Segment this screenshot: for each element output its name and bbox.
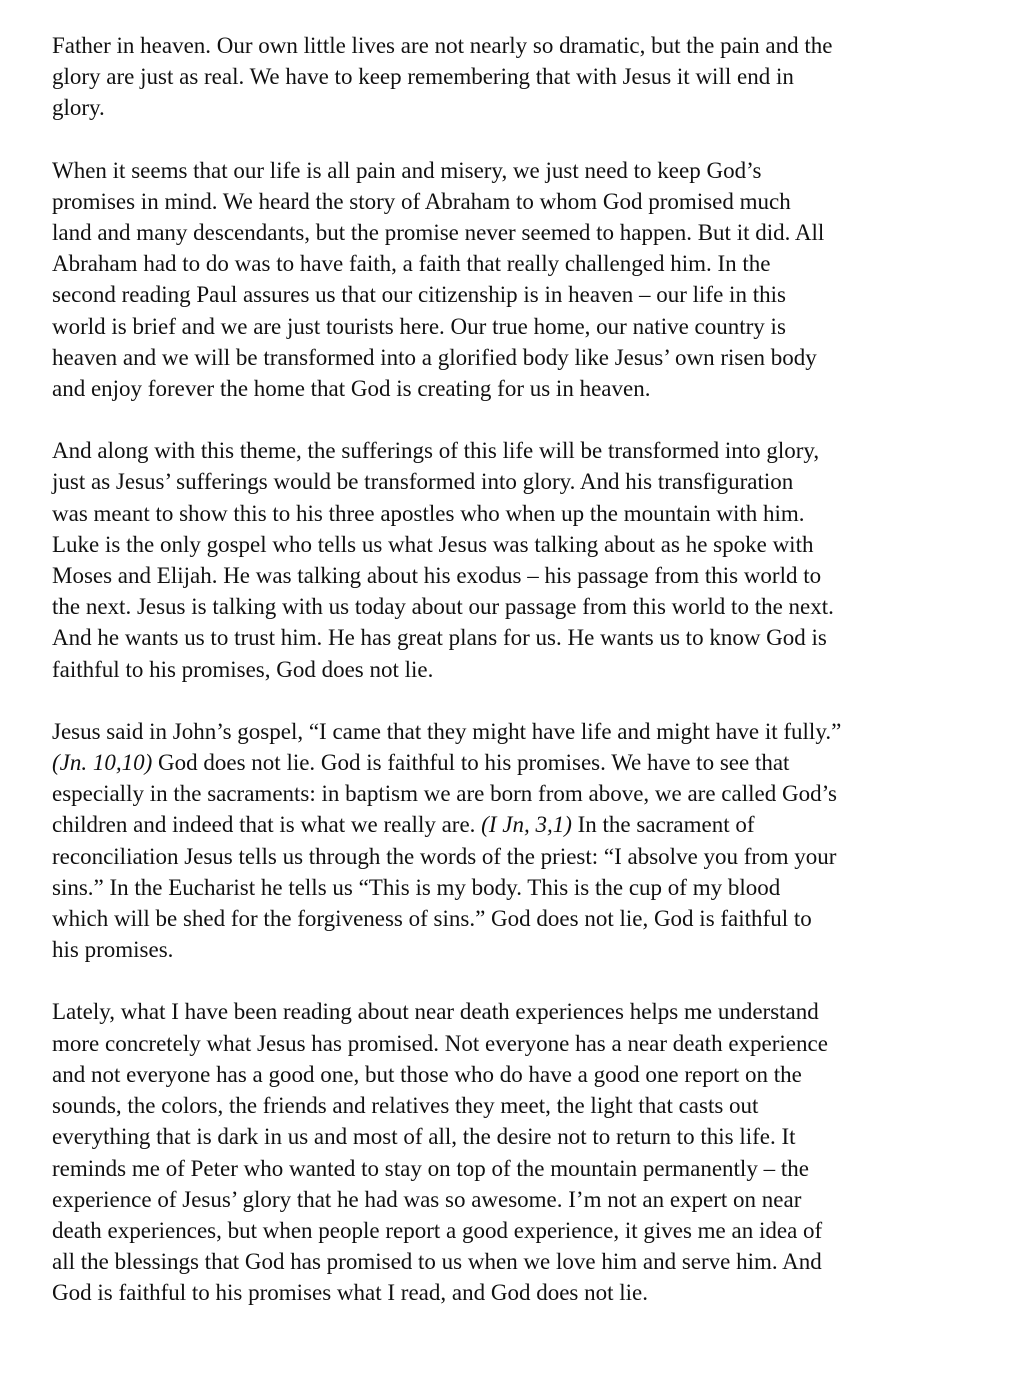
- document-body: [52, 30, 1010, 1340]
- paragraph-4: [52, 716, 1010, 966]
- paragraph-5: Lately, what I have been reading about near death experiences helps me understand more concretely what Jesus has promised. Not everyone has a near death experience and not everyone has a good one, but those who do have a good one report on the sounds, the colors, the friends and relatives they meet, the light that casts out everything that is dark in us and most of all, the desire not to return to this life. It reminds me of Peter who wanted to stay on top of the mountain permanently – the experience of Jesus’ glory that he had was so awesome. I’m not an expert on near death experiences, but when people report a good experience, it gives me an idea of all the blessings that God has promised to us when we love him and serve him. And God is faithful to his promises what I read, and God does not lie.: [52, 999, 828, 1306]
- paragraph-4-text-c: In the sacrament of reconciliation Jesus tells us through the words of the priest: “I absolve you from your sins.” In the Eucharist he tells us “This is my body. This is the cup of my blood which will be shed for the forgiveness of sins.” God does not lie, God is faithful to his promises.: [52, 812, 837, 963]
- scripture-citation-1-john: (I Jn, 3,1): [481, 812, 572, 838]
- paragraph-4-text-a: Jesus said in John’s gospel, “I came that they might have life and might have it fully.”: [52, 718, 842, 744]
- paragraph-3: And along with this theme, the sufferings of this life will be transformed into glory, just as Jesus’ sufferings would be transformed into glory. And his transfiguration was meant to show this to his three apostles who when up the mountain with him. Luke is the only gospel who tells us what Jesus was talking about as he spoke with Moses and Elijah. He was talking about his exodus – his passage from this world to the next. Jesus is talking with us today about our passage from this world to the next. And he wants us to trust him. He has great plans for us. He wants us to know God is faithful to his promises, God does not lie.: [52, 438, 834, 682]
- paragraph-1: Father in heaven. Our own little lives are not nearly so dramatic, but the pain and the glory are just as real. We have to keep remembering that with Jesus it will end in glory.: [52, 33, 833, 121]
- paragraph-2: When it seems that our life is all pain and misery, we just need to keep God’s promises in mind. We heard the story of Abraham to whom God promised much land and many descendants, but the promise never seemed to happen. But it did. All Abraham had to do was to have faith, a faith that really challenged him. In the second reading Paul assures us that our citizenship is in heaven – our life in this world is brief and we are just tourists here. Our true home, our native country is heaven and we will be transformed into a glorified body like Jesus’ own risen body and enjoy forever the home that God is creating for us in heaven.: [52, 157, 825, 402]
- paragraph-4-text-b: God does not lie. God is faithful to his promises. We have to see that especially in the sacraments: in baptism we are born from above, we are called God’s children and indeed that is what we really are.: [52, 750, 837, 838]
- scripture-citation-john: (Jn. 10,10): [52, 750, 153, 776]
